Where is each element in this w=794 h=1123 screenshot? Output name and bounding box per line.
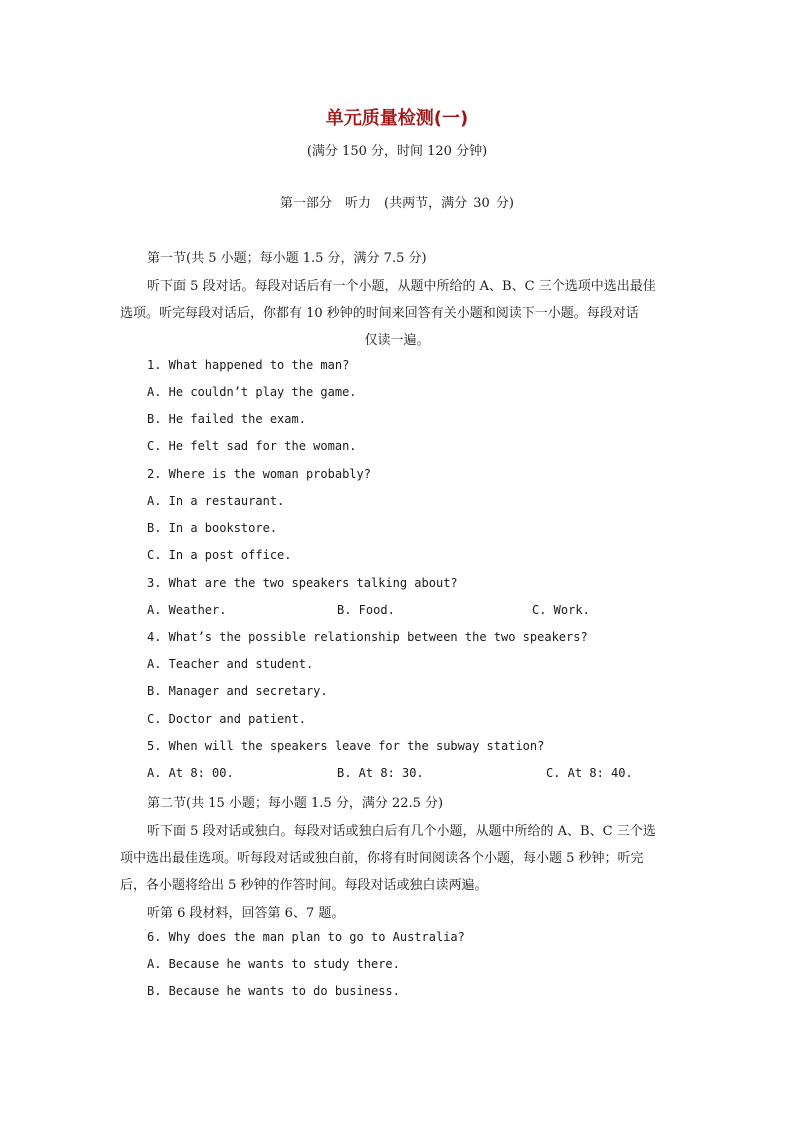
material-instruction: 听第 6 段材料，回答第 6、7 题。	[147, 906, 345, 921]
question-4-option-c: C. Doctor and patient.	[147, 712, 306, 726]
question-5-option-c: C. At 8: 40.	[546, 766, 633, 780]
question-2-option-c: C. In a post office.	[147, 548, 292, 562]
question-5-option-a: A. At 8: 00.	[147, 766, 234, 780]
question-5: 5. When will the speakers leave for the subway station?	[147, 739, 545, 753]
question-4-option-b: B. Manager and secretary.	[147, 684, 328, 698]
section-two-heading: 第二节(共 15 小题；每小题 1.5 分，满分 22.5 分)	[147, 796, 444, 811]
question-3-option-a: A. Weather.	[147, 603, 227, 617]
question-1-option-c: C. He felt sad for the woman.	[147, 439, 357, 453]
question-2: 2. Where is the woman probably?	[147, 467, 371, 481]
section-one-instruction-1: 听下面 5 段对话。每段对话后有一个小题，从题中所给的 A、B、C 三个选项中选出最佳	[147, 279, 656, 294]
question-4: 4. What’s the possible relationship between the two speakers?	[147, 630, 588, 644]
page-title: 单元质量检测(一)	[325, 108, 469, 129]
question-6-option-a: A. Because he wants to study there.	[147, 957, 400, 971]
question-1-option-a: A. He couldn’t play the game.	[147, 385, 357, 399]
question-5-option-b: B. At 8: 30.	[337, 766, 424, 780]
section-one-heading: 第一节(共 5 小题；每小题 1.5 分，满分 7.5 分)	[147, 251, 427, 266]
page-subtitle: (满分 150 分，时间 120 分钟)	[306, 144, 488, 159]
section-two-instruction-1: 听下面 5 段对话或独白。每段对话或独白后有几个小题，从题中所给的 A、B、C 三个选	[147, 824, 656, 839]
question-3-option-c: C. Work.	[532, 603, 590, 617]
question-6: 6. Why does the man plan to go to Australia?	[147, 930, 465, 944]
section-two-instruction-2: 项中选出最佳选项。听每段对话或独白前，你将有时间阅读各个小题，每小题 5 秒钟；听完	[120, 851, 644, 866]
question-1-option-b: B. He failed the exam.	[147, 412, 306, 426]
question-3: 3. What are the two speakers talking about?	[147, 576, 458, 590]
question-2-option-a: A. In a restaurant.	[147, 494, 285, 508]
question-6-option-b: B. Because he wants to do business.	[147, 984, 400, 998]
question-3-option-b: B. Food.	[337, 603, 395, 617]
section-two-instruction-3: 后，各小题将给出 5 秒钟的作答时间。每段对话或独白读两遍。	[120, 878, 488, 893]
question-1: 1. What happened to the man?	[147, 358, 350, 372]
section-one-instruction-2: 选项。听完每段对话后，你都有 10 秒钟的时间来回答有关小题和阅读下一小题。每段对话	[120, 306, 639, 321]
question-2-option-b: B. In a bookstore.	[147, 521, 278, 535]
question-4-option-a: A. Teacher and student.	[147, 657, 314, 671]
section-one-instruction-3: 仅读一遍。	[364, 333, 430, 348]
part-one-heading: 第一部分 听力 (共两节，满分 30 分)	[280, 196, 514, 211]
